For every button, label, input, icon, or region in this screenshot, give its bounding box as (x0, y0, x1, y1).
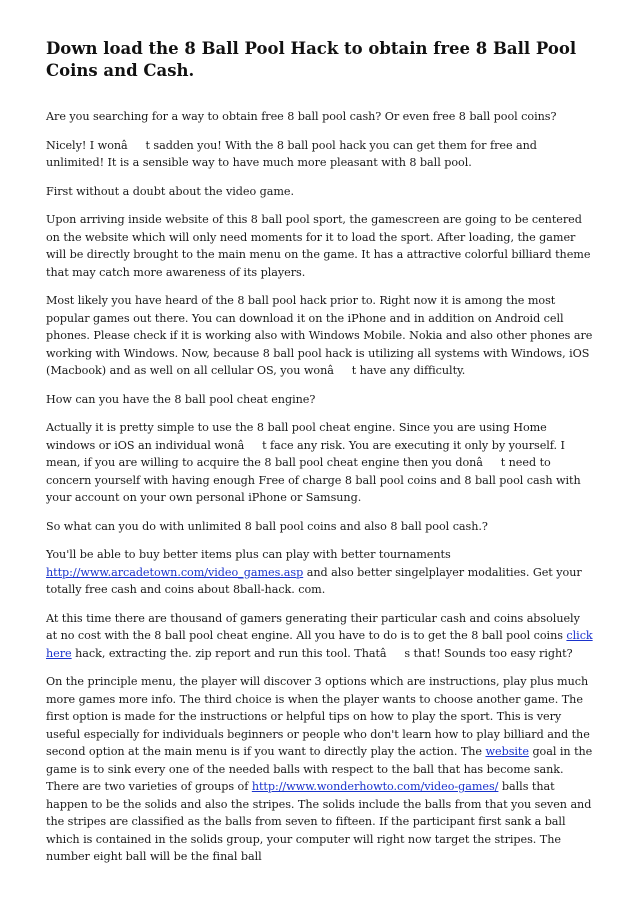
paragraph-11-text-a: On the principle menu, the player will discover 3 options which are instructions, play plus much more games more info. The third choice is when the player wants to choose another game. The first option is made for the instructions or helpful tips on how to play the sport. This is very useful especially for individuals beginners or people who don't learn how to play billiard and the second option at the main menu is if you want to directly play the action. The (46, 675, 590, 758)
paragraph-3: First without a doubt about the video game. (46, 184, 295, 198)
website-link[interactable]: website (485, 745, 529, 758)
arcadetown-link[interactable]: http://www.arcadetown.com/video_games.asp (46, 565, 304, 579)
paragraph-4: Upon arriving inside website of this 8 ball pool sport, the gamescreen are going to be centered on the website which will only need moments for it to load the sport. After loading, the gamer will be directly brought to the main menu on the game. It has a attractive colorful billiard theme that may catch more awareness of its players. (46, 213, 591, 279)
paragraph-5: Most likely you have heard of the 8 ball pool hack prior to. Right now it is among the most popular games out there. You can download it on the iPhone and in addition on Android cell phones. Please check if it is working also with Windows Mobile. Nokia and also other phones are working with Windows. Now, because 8 ball pool hack is utilizing all systems with Windows, iOS (Macbook) and as well on all cellular OS, you wonât have any difficulty. (46, 294, 593, 377)
paragraph-8: So what can you do with unlimited 8 ball pool coins and also 8 ball pool cash.? (46, 519, 488, 533)
paragraph-9 (46, 546, 594, 599)
paragraph-2: Nicely! I wonât sadden you! With the 8 ball pool hack you can get them for free and unlimited! It is a sensible way to have much more pleasant with 8 ball pool. (46, 138, 537, 169)
paragraph-11-text-b: goal in the game is to sink every one of the needed balls with respect to the ball that has become sank. There are two varieties of groups of (46, 745, 593, 793)
click-here-link[interactable]: click here (46, 629, 593, 660)
paragraph-11-text-c: balls that happen to be the solids and also the stripes. The solids include the balls from that you seven and the stripes are classified as the balls from seven to fifteen. If the participant first sank a ball which is contained in the solids group, your computer will right now target the stripes. The number eight ball will be the final ball (46, 780, 592, 863)
wonderhowto-link[interactable]: http://www.wonderhowto.com/video-games/ (251, 780, 499, 793)
paragraph-6: How can you have the 8 ball pool cheat engine? (46, 392, 316, 406)
paragraph-10-text-b: hack, extracting the. zip report and run this tool. Thatâs that! Sounds too easy right? (71, 646, 573, 660)
document-page (46, 38, 594, 877)
paragraph-10 (46, 610, 594, 663)
paragraph-9-text-a: You'll be able to buy better items plus can play with better tournaments (46, 548, 451, 561)
paragraph-1: Are you searching for a way to obtain free 8 ball pool cash? Or even free 8 ball pool coins? (46, 110, 557, 123)
page-title: Down load the 8 Ball Pool Hack to obtain free 8 Ball Pool Coins and Cash. (46, 39, 577, 80)
paragraph-7: Actually it is pretty simple to use the 8 ball pool cheat engine. Since you are using Home windows or iOS an individual wonât face any risk. You are executing it only by yourself. I mean, if you are willing to acquire the 8 ball pool cheat engine then you donât need to concern yourself with having enough Free of charge 8 ball pool coins and 8 ball pool cash with your account on your own personal iPhone or Samsung. (46, 421, 581, 504)
paragraph-11 (46, 673, 594, 866)
paragraph-9-text-b: and also better singelplayer modalities. Get your totally free cash and coins about 8ball-hack. com. (46, 565, 582, 596)
paragraph-10-text-a: At this time there are thousand of gamers generating their particular cash and coins absoluely at no cost with the 8 ball pool cheat engine. All you have to do is to get the 8 ball pool coins (46, 611, 580, 642)
